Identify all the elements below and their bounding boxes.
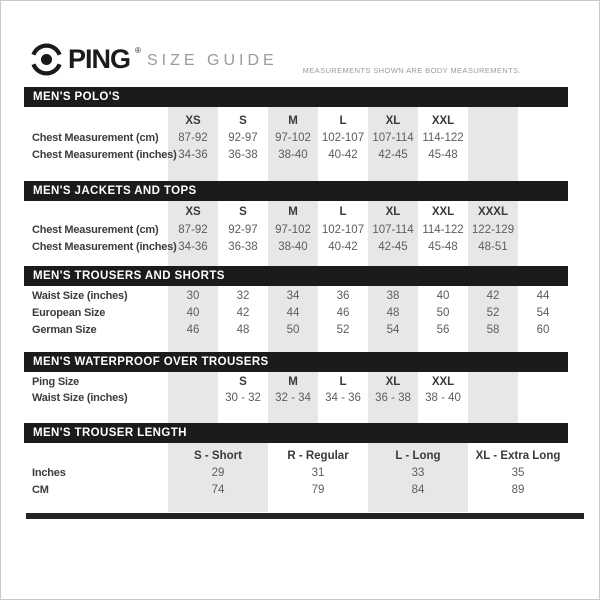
size-cell: R - Regular bbox=[287, 450, 349, 462]
value-cell: 45-48 bbox=[428, 149, 458, 161]
value-cell: 42 bbox=[236, 307, 250, 319]
row-label: CM bbox=[32, 484, 49, 496]
row-label: Waist Size (inches) bbox=[32, 290, 128, 302]
size-cell: XL bbox=[385, 376, 401, 388]
value-cell: 34 bbox=[286, 290, 300, 302]
value-cell: 107-114 bbox=[372, 224, 414, 236]
value-cell: 48 bbox=[236, 324, 250, 336]
value-cell: 42-45 bbox=[378, 149, 408, 161]
value-cell: 122-129 bbox=[471, 224, 515, 236]
size-cell: XS bbox=[185, 115, 201, 127]
value-cell: 40 bbox=[186, 307, 200, 319]
table-row bbox=[24, 323, 568, 338]
size-header-row bbox=[24, 114, 568, 129]
size-cell bbox=[168, 375, 218, 390]
row-label: Chest Measurement (cm) bbox=[32, 224, 159, 236]
value-cell: 58 bbox=[486, 324, 500, 336]
value-cell: 44 bbox=[286, 307, 300, 319]
section-trouser-length bbox=[24, 423, 568, 496]
value-cell: 114-122 bbox=[422, 132, 464, 144]
value-cell: 40-42 bbox=[328, 241, 358, 253]
row-label: Chest Measurement (cm) bbox=[32, 132, 159, 144]
ping-logo-icon bbox=[28, 41, 65, 78]
value-cell: 38-40 bbox=[278, 149, 308, 161]
table-row bbox=[24, 223, 568, 238]
table-row bbox=[24, 466, 568, 481]
value-cell: 79 bbox=[311, 484, 325, 496]
value-cell: 50 bbox=[286, 324, 300, 336]
size-header-row bbox=[24, 449, 568, 464]
row-label: European Size bbox=[32, 307, 106, 319]
row-label: Chest Measurement (inches) bbox=[32, 149, 177, 161]
table-row bbox=[24, 483, 568, 498]
row-label: Inches bbox=[32, 467, 66, 479]
section-title: MEN'S TROUSERS AND SHORTS bbox=[24, 266, 568, 286]
size-cell: XXL bbox=[431, 115, 455, 127]
size-cell: XL - Extra Long bbox=[475, 450, 561, 462]
value-cell: 42-45 bbox=[378, 241, 408, 253]
value-cell: 40 bbox=[436, 290, 450, 302]
value-cell: 34-36 bbox=[178, 149, 208, 161]
value-cell: 48 bbox=[386, 307, 400, 319]
value-cell: 102-107 bbox=[321, 224, 365, 236]
value-cell: 34-36 bbox=[178, 241, 208, 253]
value-cell: 46 bbox=[336, 307, 350, 319]
value-cell: 33 bbox=[411, 467, 425, 479]
value-cell: 40-42 bbox=[328, 149, 358, 161]
value-cell: 45-48 bbox=[428, 241, 458, 253]
section-title: MEN'S POLO'S bbox=[24, 87, 568, 107]
table-row bbox=[24, 391, 568, 406]
value-cell: 92-97 bbox=[228, 132, 258, 144]
size-cell: S bbox=[239, 206, 247, 218]
value-cell: 46 bbox=[186, 324, 200, 336]
value-cell: 35 bbox=[511, 467, 525, 479]
section-title: MEN'S JACKETS AND TOPS bbox=[24, 181, 568, 201]
value-cell: 44 bbox=[536, 290, 550, 302]
size-cell: L - Long bbox=[395, 450, 441, 462]
size-cell: M bbox=[288, 376, 298, 388]
value-cell: 38-40 bbox=[278, 241, 308, 253]
value-cell: 54 bbox=[386, 324, 400, 336]
value-cell: 38 bbox=[386, 290, 400, 302]
value-cell: 102-107 bbox=[321, 132, 365, 144]
value-cell: 97-102 bbox=[275, 224, 311, 236]
size-cell: XXL bbox=[431, 376, 455, 388]
value-cell: 30 bbox=[186, 290, 200, 302]
size-cell: L bbox=[339, 115, 347, 127]
value-cell: 74 bbox=[211, 484, 225, 496]
value-cell: 89 bbox=[511, 484, 525, 496]
value-cell bbox=[168, 391, 218, 406]
value-cell: 36 bbox=[336, 290, 350, 302]
value-cell: 38 - 40 bbox=[425, 392, 461, 404]
measurements-note: MEASUREMENTS SHOWN ARE BODY MEASUREMENTS. bbox=[302, 66, 521, 75]
value-cell: 32 - 34 bbox=[275, 392, 311, 404]
value-cell: 56 bbox=[436, 324, 450, 336]
value-cell: 60 bbox=[536, 324, 550, 336]
brand-name: PING bbox=[68, 44, 131, 74]
row-label bbox=[24, 205, 168, 220]
value-cell: 36-38 bbox=[228, 241, 258, 253]
table-row bbox=[24, 148, 568, 163]
row-label bbox=[24, 449, 168, 464]
size-cell: L bbox=[339, 206, 347, 218]
row-label: Chest Measurement (inches) bbox=[32, 241, 177, 253]
value-cell: 114-122 bbox=[422, 224, 464, 236]
row-label: Waist Size (inches) bbox=[32, 392, 128, 404]
size-cell: S bbox=[239, 115, 247, 127]
value-cell: 54 bbox=[536, 307, 550, 319]
value-cell: 97-102 bbox=[275, 132, 311, 144]
size-cell: S bbox=[239, 376, 247, 388]
value-cell: 50 bbox=[436, 307, 450, 319]
table-row bbox=[24, 289, 568, 304]
value-cell: 31 bbox=[311, 467, 325, 479]
value-cell: 87-92 bbox=[178, 224, 208, 236]
row-label: German Size bbox=[32, 324, 97, 336]
section-trousers bbox=[24, 266, 568, 336]
value-cell: 48-51 bbox=[478, 241, 508, 253]
value-cell: 36 - 38 bbox=[375, 392, 411, 404]
size-header-row bbox=[24, 205, 568, 220]
value-cell: 30 - 32 bbox=[225, 392, 261, 404]
size-cell: XXXL bbox=[477, 206, 509, 218]
value-cell: 42 bbox=[486, 290, 500, 302]
value-cell: 84 bbox=[411, 484, 425, 496]
value-cell: 92-97 bbox=[228, 224, 258, 236]
value-cell: 52 bbox=[336, 324, 350, 336]
size-cell: XXL bbox=[431, 206, 455, 218]
size-cell: XL bbox=[385, 115, 401, 127]
size-cell: XL bbox=[385, 206, 401, 218]
value-cell: 32 bbox=[236, 290, 250, 302]
size-cell: M bbox=[288, 206, 298, 218]
value-cell: 36-38 bbox=[228, 149, 258, 161]
section-jackets bbox=[24, 181, 568, 253]
value-cell: 107-114 bbox=[372, 132, 414, 144]
page-title: SIZE GUIDE bbox=[147, 52, 278, 69]
size-cell: S - Short bbox=[194, 450, 242, 462]
bottom-divider bbox=[26, 513, 584, 519]
row-label: Ping Size bbox=[32, 376, 80, 388]
row-label bbox=[24, 114, 168, 129]
size-cell: M bbox=[288, 115, 298, 127]
value-cell: 52 bbox=[486, 307, 500, 319]
value-cell: 87-92 bbox=[178, 132, 208, 144]
size-cell: XS bbox=[185, 206, 201, 218]
size-cell: L bbox=[339, 376, 347, 388]
registered-trademark: ® bbox=[135, 46, 141, 55]
size-header-row bbox=[24, 375, 568, 390]
section-title: MEN'S TROUSER LENGTH bbox=[24, 423, 568, 443]
value-cell: 34 - 36 bbox=[325, 392, 361, 404]
table-row bbox=[24, 240, 568, 255]
value-cell: 29 bbox=[211, 467, 225, 479]
table-row bbox=[24, 306, 568, 321]
section-title: MEN'S WATERPROOF OVER TROUSERS bbox=[24, 352, 568, 372]
section-waterproof bbox=[24, 352, 568, 404]
section-polos bbox=[24, 87, 568, 161]
table-row bbox=[24, 131, 568, 146]
